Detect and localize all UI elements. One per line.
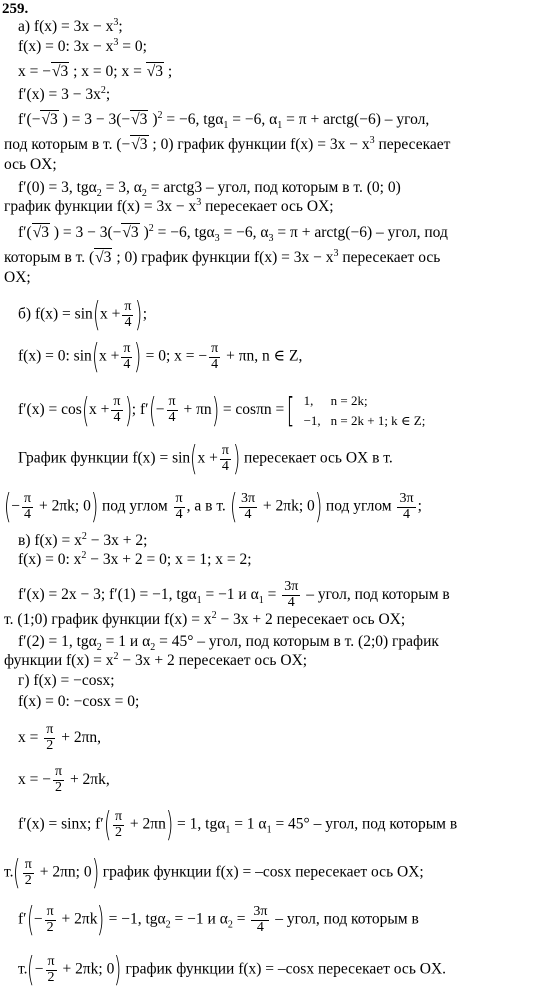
a-line-1: а) $f(x) = 3x - x^3$; xyxy=(18,16,123,35)
c-line-4: т. (1;0) график функции $f(x) = x^2 - 3x + 2$ пересекает ось OX; xyxy=(4,609,406,628)
b-line-3: f′(x) = cos(x + $\frac{\pi}{4}$ ); f′(− $\frac{\pi}{4}$ + πn) = cosπn =[ 1, n = 2k; −1, n = 2k + 1; k ∈ Z; xyxy=(18,390,431,431)
a-line-12: OX; xyxy=(4,269,31,286)
d-line-1: г) f(x) = −cosx; xyxy=(18,672,115,689)
a-marker: а) xyxy=(18,18,31,35)
d-line-2: f(x) = 0: −cosx = 0; xyxy=(18,693,140,710)
c-line-5: f′(2) = 1, tgα$_2$ = 1 и $\alpha_2 = 45^\circ$ – угол, под которым в т. (2;0) график xyxy=(18,633,439,654)
d-line-3: x = $\frac{\pi}{2}$ + 2πn, xyxy=(18,722,102,753)
b-line-2: f(x) = 0: sin(x + $\frac{\pi}{4}$ ) = 0; x = − $\frac{\pi}{4}$ + πn, n ∈ Z, xyxy=(18,337,303,377)
a-line-6: под которым в т. (−√3 ; 0) график функции $f(x) = 3x - x^3$ пересекает xyxy=(4,134,451,153)
c-marker: в) xyxy=(18,532,31,549)
a-line-4: $f'(x) = 3 - 3x^2$; xyxy=(18,84,111,103)
a-line-9: график функции $f(x) = 3x - x^3$ пересекает ось OX; xyxy=(4,196,334,215)
a-line-3: x = −√3 ; x = 0; x = √3 ; xyxy=(18,63,173,80)
c-line-2: f(x) = 0: $x^2 - 3x + 2 = 0$; x = 1; x = 2; xyxy=(18,549,252,568)
frac-pi-4: $\frac{\pi}{4}$ xyxy=(124,298,132,330)
d-line-6: т.( $\frac{\pi}{2}$ + 2πn; 0) график функции f(x) = –cosx пересекает ось OX; xyxy=(4,853,424,893)
b-marker: б) xyxy=(18,305,32,323)
cases: 1, n = 2k; −1, n = 2k + 1; k ∈ Z; xyxy=(303,393,426,428)
d-marker: г) xyxy=(18,672,30,689)
b-line-5: (− $\frac{\pi}{4}$ + 2πk; 0) под углом $\frac{\pi}{4}$ , а в т. ( $\frac{3\pi}{4}$ + 2πk; 0) под углом $\frac{3\pi}{4}$ ; xyxy=(3,487,422,527)
a-line-7: ось OX; xyxy=(4,156,57,173)
c-line-3: f′(x) = 2x − 3; f′(1) = −1, tgα$_1$ = −1 и $\alpha_1$ = $\frac{3\pi}{4}$ – угол, под которым в xyxy=(18,579,450,610)
a-line-2: f(x) = 0: $3x - x^3 = 0$; xyxy=(18,36,147,55)
a-line-11: которым в т. (√3 ; 0) график функции $f(x) = 3x - x^3$ пересекает ось xyxy=(4,247,441,266)
b-line-1: б) f(x) = sin(x + $\frac{\pi}{4}$ ); xyxy=(18,295,148,335)
c-line-6: функции $f(x) = x^2 - 3x + 2$ пересекает ось OX; xyxy=(4,650,308,669)
d-line-5: f′(x) = sinx; f′( $\frac{\pi}{2}$ + 2πn) = 1, tgα$_1$ = 1 $\alpha_1 = 45^\circ$ – угол, под которым в xyxy=(18,805,458,845)
a-line-8: f′(0) = 3, tgα$_2$ = 3, $\alpha_2$ = arctg3 – угол, под которым в т. (0; 0) xyxy=(18,179,401,200)
c-line-1: в) $f(x) = x^2 - 3x + 2$; xyxy=(18,530,148,549)
d-line-8: т.(− $\frac{\pi}{2}$ + 2πk; 0) график функции f(x) = –cosx пересекает ось OX. xyxy=(18,950,447,990)
a-line-10: f′(√3 ) = 3 − 3(−√3 )$^2$ = −6, tgα$_3$ = −6, $\alpha_3 = \pi$ + arctg(−6) – угол, под xyxy=(18,222,448,245)
problem-number: 259. xyxy=(2,1,29,17)
d-line-4: x = − $\frac{\pi}{2}$ + 2πk, xyxy=(18,764,110,795)
d-line-7: f′(− $\frac{\pi}{2}$ + 2πk) = −1, tgα$_2$ = −1 и $\alpha_2$ = $\frac{3\pi}{4}$ – угол, под которым в xyxy=(18,900,419,940)
a-line-5: f′(−√3 ) = 3 − 3(−√3 )$^2$ = −6, tgα$_1$ = −6, $\alpha_1 = \pi$ + arctg(−6) – угол, xyxy=(18,109,430,132)
b-line-4: График функции f(x) = sin(x + $\frac{\pi}{4}$ ) пересекает ось OX в т. xyxy=(18,439,393,479)
